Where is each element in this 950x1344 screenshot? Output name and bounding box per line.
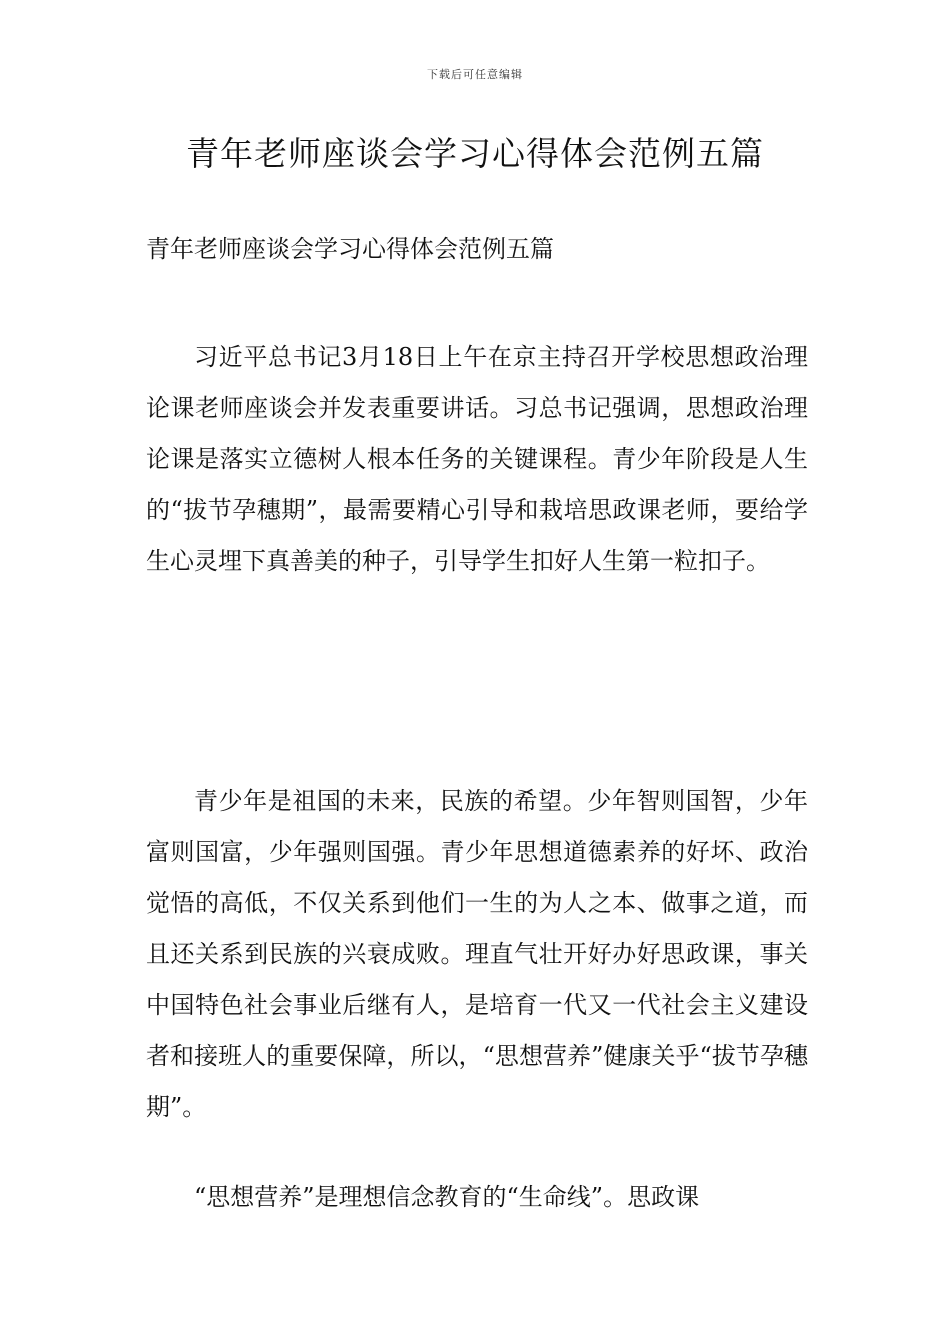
paragraph-2: 青少年是祖国的未来，民族的希望。少年智则国智，少年富则国富，少年强则国强。青少年思想道德素养的好坏、政治觉悟的高低，不仅关系到他们一生的为人之本、做事之道，而且还关系到民族的兴衰成败。理直气壮开好办好思政课，事关中国特色社会事业后继有人，是培育一代又一代社会主义建设者和接班人的重要保障，所以，“思想营养”健康关乎“拔节孕穗期”。 (146, 787, 808, 1121)
paragraph-1: 习近平总书记3月18日上午在京主持召开学校思想政治理论课老师座谈会并发表重要讲话。习总书记强调，思想政治理论课是落实立德树人根本任务的关键课程。青少年阶段是人生的“拔节孕穗期”，最需要精心引导和栽培思政课老师，要给学生心灵埋下真善美的种子，引导学生扣好人生第一粒扣子。 (146, 343, 808, 575)
document-title: 青年老师座谈会学习心得体会范例五篇 (186, 134, 764, 173)
paragraph-3: “思想营养”是理想信念教育的“生命线”。思政课 (194, 1183, 700, 1211)
document-subtitle: 青年老师座谈会学习心得体会范例五篇 (146, 235, 554, 263)
header-note: 下载后可任意编辑 (427, 68, 523, 81)
